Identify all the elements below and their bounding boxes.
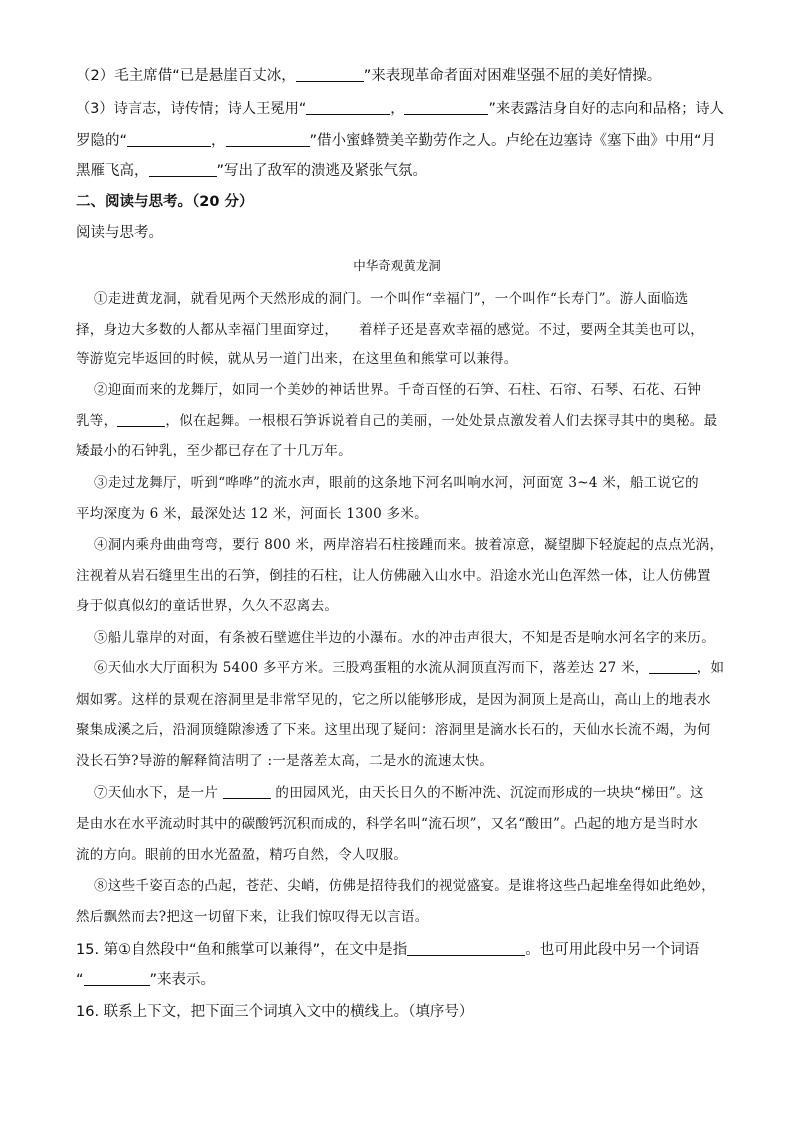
article-line: ①走进黄龙洞，就看见两个天然形成的洞门。一个叫作“幸福门”，一个叫作“长寿门”。游人面临选	[94, 291, 689, 307]
article-line: 平均深度为 6 米，最深处达 12 米，河面长 1300 多米。	[76, 506, 428, 522]
answer-blank[interactable]	[84, 970, 150, 986]
section-heading: 二、阅读与思考。（20 分）	[76, 194, 254, 210]
article-title: 中华奇观黄龙洞	[353, 258, 441, 273]
fill-blank[interactable]	[649, 658, 697, 674]
article-line: 注视着从岩石缝里生出的石笋，倒挂的石柱，让人仿佛融入山水中。沿途水光山色浑然一体，让人仿佛置	[76, 568, 711, 584]
answer-blank[interactable]	[296, 66, 364, 82]
question-line: 黑雁飞高， ”写出了敌军的溃逃及紧张气氛。	[76, 163, 428, 179]
answer-blank[interactable]	[149, 161, 217, 177]
fill-blank[interactable]	[117, 411, 165, 427]
answer-blank[interactable]	[127, 131, 211, 147]
answer-blank[interactable]	[306, 99, 390, 115]
question-16: 16. 联系上下文，把下面三个词填入文中的横线上。（填序号）	[76, 1004, 474, 1020]
article-line: ⑥天仙水大厅面积为 5400 多平方米。三股鸡蛋粗的水流从洞顶直泻而下，落差达 27 米， ，如	[94, 660, 725, 676]
article-line: 等游览完毕返回的时候，就从另一道门出来，在这里鱼和熊掌可以兼得。	[76, 351, 518, 367]
section-intro: 阅读与思考。	[76, 225, 163, 241]
article-line: 聚集成溪之后，沿洞顶缝隙渗透了下来。这里出现了疑问：溶洞里是滴水长石的，天仙水长流不竭，为何	[76, 722, 711, 738]
article-line: 择，身边大多数的人都从幸福门里面穿过， 着样子还是喜欢幸福的感觉。不过，要两全其美也可以，	[76, 322, 705, 338]
article-line: 然后飘然而去?把这一切留下来，让我们惊叹得无以言语。	[76, 909, 429, 925]
article-line: 没长石笋?导游的解释简洁明了 :一是落差太高，二是水的流速太快。	[76, 753, 494, 769]
article-line: ③走过龙舞厅，听到“哗哗”的流水声，眼前的这条地下河名叫响水河，河面宽 3~4 米，船工说它的	[94, 475, 699, 491]
article-line: 烟如雾。这样的景观在溶洞里是非常罕见的，它之所以能够形成，是因为洞顶上是高山，高山上的地表水	[76, 692, 711, 708]
article-line: ②迎面而来的龙舞厅，如同一个美妙的神话世界。千奇百怪的石笋、石柱、石帘、石琴、石花、石钟	[94, 382, 702, 398]
fill-blank[interactable]	[223, 783, 271, 799]
answer-blank[interactable]	[404, 99, 488, 115]
article-line: 矮最小的石钟乳，至少都已存在了十几万年。	[76, 443, 352, 459]
article-line: ⑧这些千姿百态的凸起，苍茫、尖峭，仿佛是招待我们的视觉盛宴。是谁将这些凸起堆垒得如此绝妙，	[94, 878, 715, 894]
article-line: ⑦天仙水下，是一片 的田园风光，由天长日久的不断冲洗、沉淀而形成的一块块“梯田”。这	[94, 785, 704, 801]
question-15: 15. 第①自然段中“鱼和熊掌可以兼得”，在文中是指 。也可用此段中另一个词语	[76, 942, 700, 958]
question-line: （3）诗言志，诗传情；诗人王冕用“ ， ”来表露洁身自好的志向和品格；诗人	[76, 101, 724, 117]
article-line: 身于似真似幻的童话世界，久久不忍离去。	[76, 598, 339, 614]
question-15-cont: “ ”来表示。	[76, 972, 216, 988]
article-line: 乳等， ，似在起舞。一根根石笋诉说着自己的美丽，一处处景点激发着人们去探寻其中的奥秘。最	[76, 413, 718, 429]
article-line: ⑤船儿靠岸的对面，有条被石壁遮住半边的小瀑布。水的冲击声很大，不知是否是响水河名字的来历。	[94, 630, 715, 646]
article-line: 是由水在水平流动时其中的碳酸钙沉积而成的，科学名叫“流石坝”，又名“酸田”。凸起的地方是当时水	[76, 816, 699, 832]
answer-blank[interactable]	[226, 131, 310, 147]
article-line: ④洞内乘舟曲曲弯弯，要行 800 米，两岸溶岩石柱接踵而来。披着凉意，凝望脚下轻旋起的点点光涡，	[94, 537, 724, 553]
question-line: （2）毛主席借“已是悬崖百丈冰， ”来表现革命者面对困难坚强不屈的美好情操。	[76, 68, 662, 84]
question-line: 罗隐的“ ， ”借小蜜蜂赞美辛勤劳作之人。卢纶在边塞诗《塞下曲》中用“月	[76, 133, 717, 149]
article-line: 流的方向。眼前的田水光盈盈，精巧自然，令人叹服。	[76, 847, 408, 863]
answer-blank[interactable]	[407, 940, 525, 956]
